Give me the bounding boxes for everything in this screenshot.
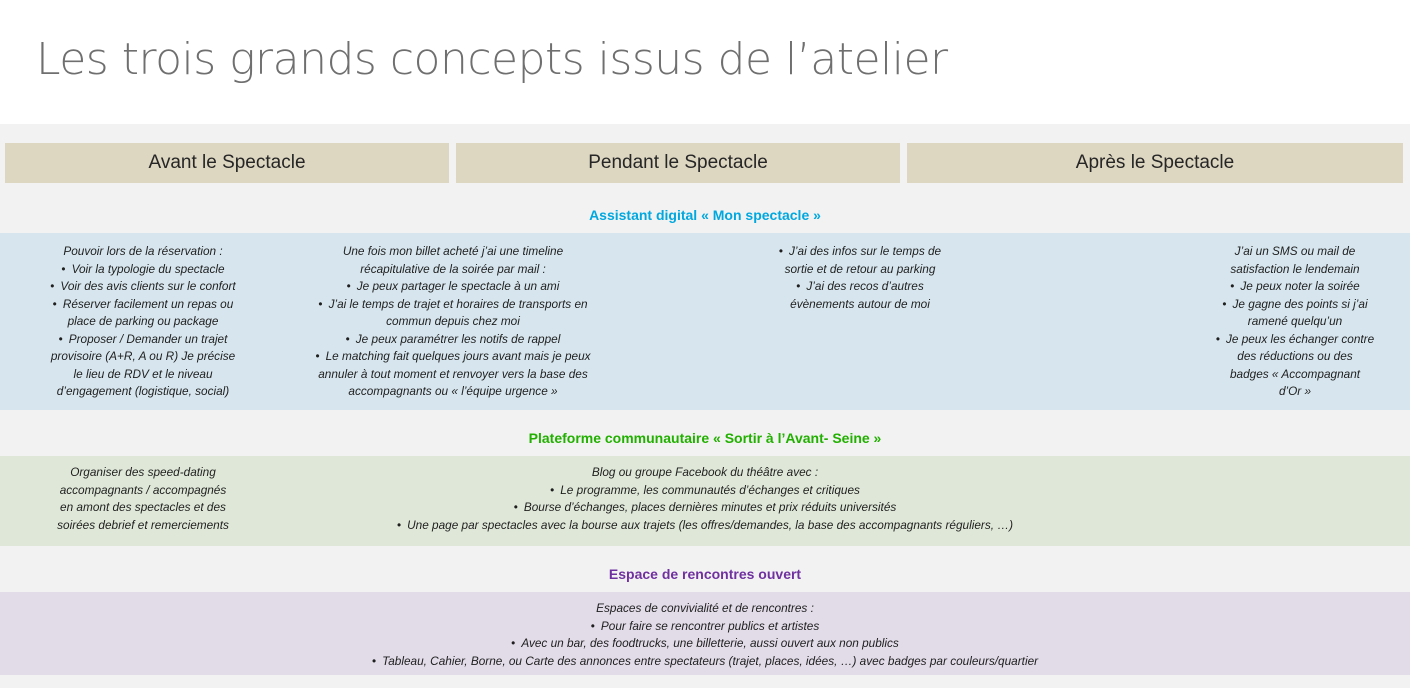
assistant-pendant-intro-2: récapitulative de la soirée par mail :	[360, 261, 546, 276]
assistant-avant-line-text: provisoire (A+R, A ou R) Je précise	[50, 349, 236, 363]
assistant-apres-sms-line-text: Je peux les échanger contre	[1225, 331, 1375, 346]
assistant-pendant-line-text: Je peux paramétrer les notifs de rappel	[355, 331, 561, 346]
bullet-icon: •	[371, 653, 377, 668]
assistant-apres-sms-intro-1: J’ai un SMS ou mail de	[1234, 244, 1356, 258]
assistant-avant-line-text: Réserver facilement un repas ou	[62, 296, 234, 311]
assistant-avant-line	[5, 348, 281, 366]
assistant-apres-sms-line-text: Je peux noter la soirée	[1240, 279, 1360, 293]
espace-line-text: Pour faire se rencontrer publics et artistes	[600, 618, 820, 633]
assistant-apres-infos-line-text: évènements autour de moi	[790, 296, 930, 311]
assistant-section-title: Assistant digital « Mon spectacle »	[589, 207, 821, 223]
column-header-pendant: Pendant le Spectacle	[456, 143, 900, 183]
assistant-pendant-line-text: Le matching fait quelques jours avant mais je peux	[325, 349, 591, 363]
assistant-apres-sms-line	[1185, 348, 1405, 366]
assistant-pendant-line	[283, 331, 623, 349]
plateforme-left-line: accompagnants / accompagnés	[59, 482, 227, 497]
assistant-pendant-line	[283, 366, 623, 384]
assistant-apres-infos-line	[740, 261, 980, 279]
assistant-avant-line	[5, 296, 281, 314]
assistant-apres-infos-line	[740, 278, 980, 296]
assistant-apres-infos-block	[740, 243, 980, 313]
bullet-icon: •	[1222, 296, 1227, 311]
bullet-icon: •	[511, 636, 516, 650]
assistant-pendant-line-text: accompagnants ou « l’équipe urgence »	[348, 384, 558, 398]
bullet-icon: •	[58, 331, 63, 346]
espace-line	[200, 653, 1210, 671]
assistant-apres-infos-line-text: sortie et de retour au parking	[784, 261, 936, 276]
assistant-avant-line	[5, 366, 281, 384]
column-header-apres: Après le Spectacle	[907, 143, 1403, 183]
assistant-apres-infos-line	[740, 243, 980, 261]
assistant-pendant-line	[283, 383, 623, 401]
assistant-avant-line-text: Voir la typologie du spectacle	[71, 261, 225, 276]
plateforme-center-intro: Blog ou groupe Facebook du théâtre avec :	[591, 465, 819, 479]
assistant-avant-line	[5, 261, 281, 279]
bullet-icon: •	[345, 331, 350, 346]
bullet-icon: •	[50, 279, 55, 293]
column-header-avant: Avant le Spectacle	[5, 143, 449, 183]
assistant-pendant-line	[283, 313, 623, 331]
plateforme-left-block	[5, 464, 281, 534]
plateforme-center-line-text: Bourse d’échanges, places dernières minutes et prix réduits universités	[523, 500, 897, 514]
plateforme-left-line: en amont des spectacles et des	[60, 500, 226, 514]
bullet-icon: •	[1230, 279, 1235, 293]
bullet-icon: •	[1215, 331, 1220, 346]
assistant-apres-sms-line	[1185, 366, 1405, 384]
assistant-avant-line	[5, 331, 281, 349]
assistant-avant-line-text: place de parking ou package	[67, 314, 219, 328]
assistant-apres-sms-line	[1185, 313, 1405, 331]
espace-line	[200, 618, 1210, 636]
plateforme-center-line-text: Le programme, les communautés d’échanges et critiques	[560, 482, 860, 497]
assistant-apres-sms-block	[1185, 243, 1405, 401]
assistant-apres-infos-line-text: J’ai des recos d’autres	[806, 279, 924, 293]
assistant-pendant-block	[283, 243, 623, 401]
bullet-icon: •	[346, 279, 351, 293]
bullet-icon: •	[318, 296, 323, 311]
plateforme-section-title: Plateforme communautaire « Sortir à l’Avant- Seine »	[528, 430, 882, 446]
bullet-icon: •	[550, 482, 555, 497]
assistant-apres-sms-line-text: ramené quelqu’un	[1247, 314, 1343, 328]
espace-section-title: Espace de rencontres ouvert	[608, 566, 802, 582]
bullet-icon: •	[396, 517, 402, 532]
assistant-avant-line-text: le lieu de RDV et le niveau	[73, 366, 213, 381]
bullet-icon: •	[778, 244, 783, 258]
espace-block	[200, 600, 1210, 670]
plateforme-center-block	[300, 464, 1110, 534]
espace-line-text: Avec un bar, des foodtrucks, une billetterie, aussi ouvert aux non publics	[521, 636, 899, 650]
assistant-apres-sms-line	[1185, 296, 1405, 314]
assistant-apres-sms-line-text: des réductions ou des	[1237, 349, 1353, 363]
assistant-apres-sms-line-text: Je gagne des points si j’ai	[1232, 296, 1368, 311]
assistant-apres-sms-line	[1185, 331, 1405, 349]
assistant-pendant-line-text: Je peux partager le spectacle à un ami	[356, 279, 560, 293]
espace-intro: Espaces de convivialité et de rencontres :	[596, 601, 814, 615]
plateforme-center-line	[300, 517, 1110, 535]
assistant-apres-infos-line	[740, 296, 980, 314]
espace-line	[200, 635, 1210, 653]
assistant-avant-line-text: d’engagement (logistique, social)	[56, 384, 230, 398]
bullet-icon: •	[513, 500, 518, 514]
assistant-pendant-line	[283, 296, 623, 314]
assistant-avant-intro: Pouvoir lors de la réservation :	[63, 244, 223, 258]
bullet-icon: •	[796, 279, 801, 293]
assistant-apres-sms-line	[1185, 383, 1405, 401]
assistant-avant-line	[5, 278, 281, 296]
plateforme-left-line: soirées debrief et remerciements	[57, 517, 229, 532]
assistant-avant-line	[5, 383, 281, 401]
plateforme-center-line	[300, 499, 1110, 517]
assistant-pendant-line-text: commun depuis chez moi	[386, 314, 520, 328]
slide-title: Les trois grands concepts issus de l’atelier	[36, 34, 948, 85]
plateforme-left-line: Organiser des speed-dating	[70, 465, 216, 479]
assistant-avant-line-text: Voir des avis clients sur le confort	[60, 279, 236, 293]
assistant-apres-sms-line-text: d’Or »	[1278, 384, 1312, 398]
assistant-pendant-line-text: J’ai le temps de trajet et horaires de transports en	[328, 296, 588, 311]
assistant-avant-line-text: Proposer / Demander un trajet	[68, 331, 228, 346]
bullet-icon: •	[590, 618, 595, 633]
assistant-pendant-intro-1: Une fois mon billet acheté j’ai une timeline	[342, 244, 564, 258]
assistant-apres-sms-line-text: badges « Accompagnant	[1229, 366, 1361, 381]
assistant-pendant-line	[283, 348, 623, 366]
plateforme-center-line-text: Une page par spectacles avec la bourse aux trajets (les offres/demandes, la base des accompagnants réguliers, …)	[407, 517, 1014, 532]
plateforme-center-line	[300, 482, 1110, 500]
assistant-pendant-line	[283, 278, 623, 296]
assistant-apres-sms-intro-2: satisfaction le lendemain	[1230, 261, 1360, 276]
espace-line-text: Tableau, Cahier, Borne, ou Carte des annonces entre spectateurs (trajet, places, idées, …) avec badges par couleurs/quartier	[382, 653, 1039, 668]
assistant-apres-sms-line	[1185, 278, 1405, 296]
bullet-icon: •	[315, 349, 320, 363]
bullet-icon: •	[61, 261, 66, 276]
assistant-pendant-line-text: annuler à tout moment et renvoyer vers la base des	[318, 366, 588, 381]
bullet-icon: •	[52, 296, 57, 311]
assistant-avant-block	[5, 243, 281, 401]
assistant-apres-infos-line-text: J’ai des infos sur le temps de	[789, 244, 942, 258]
assistant-avant-line	[5, 313, 281, 331]
